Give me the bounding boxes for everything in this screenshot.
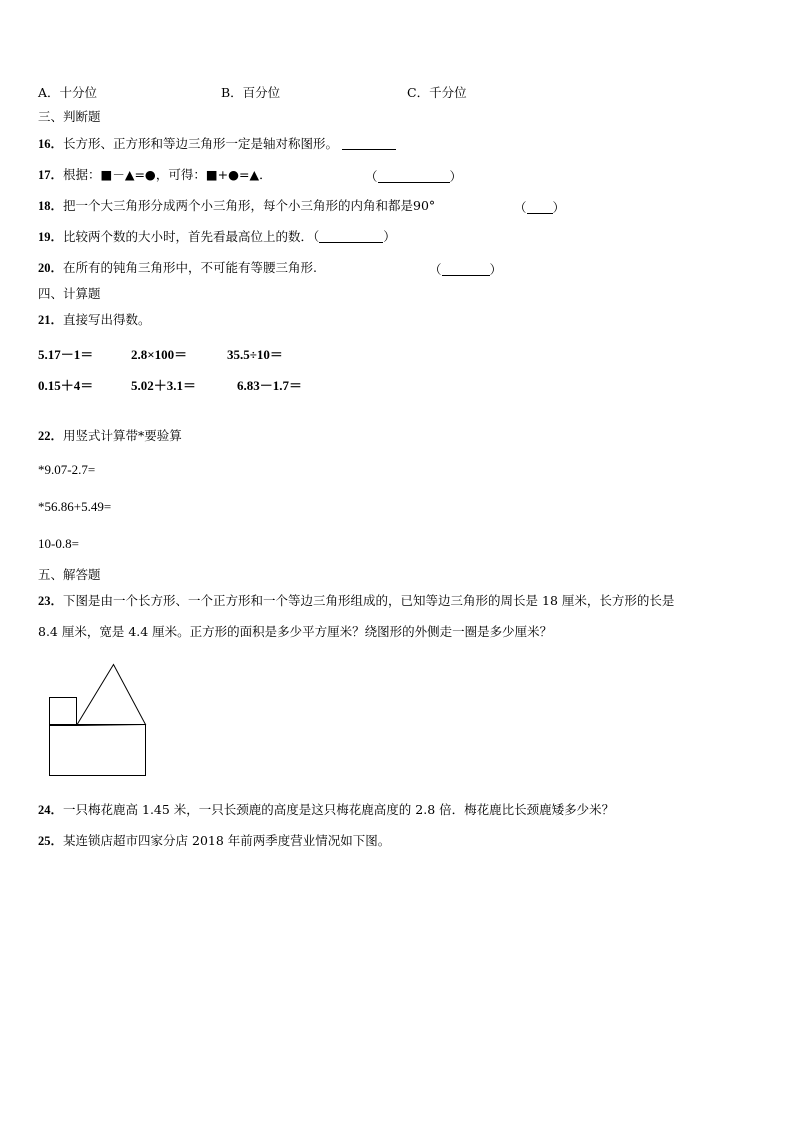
vertical-calc-item: *9.07-2.7=: [38, 462, 96, 477]
question-number: 18．: [38, 199, 64, 213]
question-text: 用竖式计算带*要验算: [63, 428, 182, 443]
question-23-line2: 8.4 厘米，宽是 4.4 厘米。正方形的面积是多少平方厘米？绕图形的外侧走一圈是多少厘米？: [38, 624, 553, 639]
calc-item: 5.17－1＝: [38, 347, 94, 362]
question-number: 20．: [38, 261, 64, 275]
question-18: [38, 198, 435, 214]
question-text: 一只梅花鹿高 1.45 米，一只长颈鹿的高度是这只梅花鹿高度的 2.8 倍．梅花鹿比长颈鹿矮多少米？: [63, 802, 615, 817]
vertical-calc-item: 10-0.8=: [38, 536, 79, 551]
question-text: 根据：■－▲=●，可得：■+●=▲．: [63, 167, 272, 182]
question-text: 比较两个数的大小时，首先看最高位上的数．（: [63, 229, 320, 244]
section-title-calculation: 四、计算题: [38, 286, 101, 301]
triangle-shape: [77, 665, 146, 726]
option-c: C．千分位: [407, 85, 467, 100]
answer-paren-17: [365, 167, 462, 185]
question-number: 25．: [38, 834, 64, 848]
question-23-line1: [38, 593, 674, 609]
answer-blank[interactable]: [527, 201, 553, 214]
question-number: 22．: [38, 429, 64, 443]
question-text: 长方形、正方形和等边三角形一定是轴对称图形。: [63, 136, 339, 151]
question-number: 23．: [38, 594, 64, 608]
question-text: 直接写出得数。: [63, 312, 151, 327]
question-25: [38, 833, 390, 849]
answer-blank[interactable]: [442, 263, 490, 276]
question-24: [38, 802, 614, 818]
answer-blank[interactable]: [319, 230, 383, 243]
rectangle-shape: [50, 725, 146, 776]
question-number: 21．: [38, 313, 64, 327]
answer-blank[interactable]: [342, 137, 396, 150]
question-text: 某连锁店超市四家分店 2018 年前两季度营业情况如下图。: [63, 833, 391, 848]
question-text: 把一个大三角形分成两个小三角形，每个小三角形的内角和都是90°: [63, 198, 436, 213]
paren-open: （: [514, 200, 527, 215]
paren-close: ）: [449, 169, 463, 184]
option-a: A．十分位: [38, 85, 98, 100]
paren-close: ）: [489, 262, 503, 277]
question-19: [38, 229, 396, 245]
section-title-solutions: 五、解答题: [38, 567, 101, 582]
calc-item: 5.02＋3.1＝: [131, 378, 197, 393]
question-22: [38, 428, 182, 444]
answer-blank[interactable]: [378, 170, 450, 183]
question-number: 17．: [38, 168, 64, 182]
question-number: 19．: [38, 230, 64, 244]
paren-close: ）: [383, 229, 396, 244]
question-16: [38, 136, 396, 152]
paren-open: （: [365, 169, 378, 184]
question-17: [38, 167, 272, 183]
vertical-calc-item: *56.86+5.49=: [38, 499, 112, 514]
section-title-judgement: 三、判断题: [38, 109, 101, 124]
calc-item: 35.5÷10＝: [227, 347, 283, 362]
question-text: 在所有的钝角三角形中，不可能有等腰三角形.: [63, 260, 317, 275]
question-20: [38, 260, 317, 276]
question-text: 下图是由一个长方形、一个正方形和一个等边三角形组成的，已知等边三角形的周长是 18 厘米，长方形的长是: [63, 593, 675, 608]
calc-item: 0.15＋4＝: [38, 378, 94, 393]
answer-paren-18: [514, 198, 565, 216]
option-b: B．百分位: [221, 85, 281, 100]
composite-shape-figure: [44, 660, 150, 780]
paren-close: ）: [552, 200, 566, 215]
calc-item: 6.83－1.7＝: [237, 378, 303, 393]
paren-open: （: [429, 262, 442, 277]
question-number: 16．: [38, 137, 64, 151]
answer-paren-20: [429, 260, 502, 278]
calc-item: 2.8×100＝: [131, 347, 188, 362]
question-21: [38, 312, 151, 328]
square-shape: [50, 698, 77, 726]
question-number: 24．: [38, 803, 64, 817]
